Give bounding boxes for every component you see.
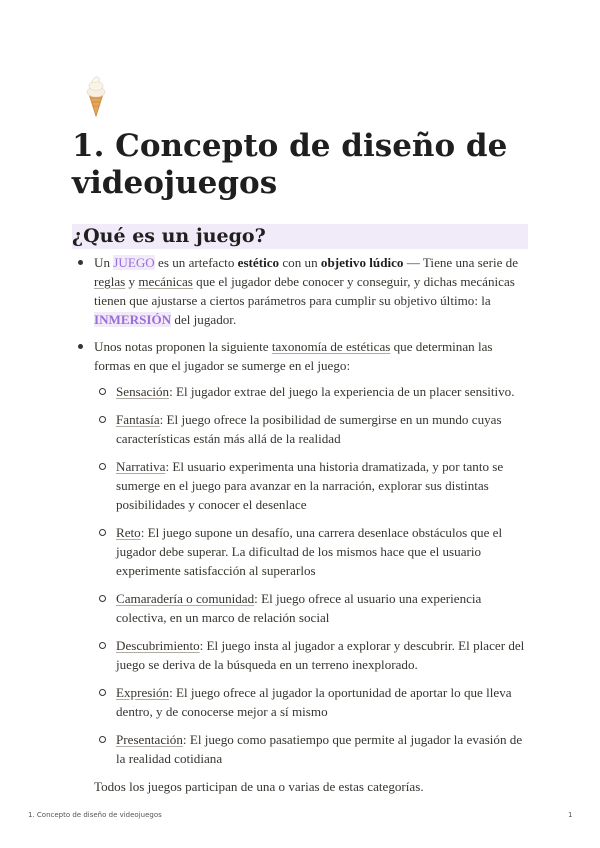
text-run: es un artefacto bbox=[154, 255, 238, 270]
aesthetic-desc: : El jugador extrae del juego la experiencia de un placer sensitivo. bbox=[169, 384, 515, 399]
text-run: del jugador. bbox=[171, 312, 237, 327]
page-title: 1. Concepto de diseño de videojuegos bbox=[72, 128, 508, 201]
text-run: que el jugador debe conocer y conseguir, y dichas mecánicas tienen que ajustarse a ciertos parámetros para cumplir su objetivo último: la bbox=[94, 274, 515, 308]
section-heading-block bbox=[72, 224, 528, 249]
aesthetic-item bbox=[94, 683, 528, 721]
text-run: con un bbox=[279, 255, 321, 270]
aesthetic-desc: : El juego ofrece al usuario una experiencia colectiva, en un marco de relación social bbox=[116, 591, 482, 625]
aesthetic-term-link[interactable]: Camaradería o comunidad bbox=[116, 591, 255, 606]
section-heading: ¿Qué es un juego? bbox=[72, 225, 266, 247]
aesthetic-item bbox=[94, 457, 528, 514]
aesthetic-desc: : El usuario experimenta una historia dramatizada, y por tanto se sumerge en el juego para avanzar en la narración, explorar sus distintas posibilidades y conocer el desenlace bbox=[116, 459, 504, 512]
aesthetic-desc: : El juego insta al jugador a explorar y descubrir. El placer del juego se deriva de la búsqueda en un terreno inexplorado. bbox=[116, 638, 525, 672]
aesthetic-term-link[interactable]: Presentación bbox=[116, 732, 183, 747]
aesthetic-item bbox=[94, 410, 528, 448]
bold-estetico: estético bbox=[237, 255, 280, 270]
aesthetic-item bbox=[94, 730, 528, 768]
highlight-inmersion: INMERSIÓN bbox=[94, 312, 172, 327]
aesthetic-item bbox=[94, 636, 528, 674]
link-mecanicas[interactable]: mecánicas bbox=[138, 274, 193, 289]
text-run: — Tiene una serie de bbox=[403, 255, 519, 270]
link-taxonomia[interactable]: taxonomía de estéticas bbox=[271, 339, 391, 354]
link-reglas[interactable]: reglas bbox=[94, 274, 126, 289]
text-run: que determinan las formas en que el jugador se sumerge en el juego: bbox=[94, 339, 493, 373]
aesthetic-item bbox=[94, 523, 528, 580]
aesthetic-term-link[interactable]: Descubrimiento bbox=[116, 638, 200, 653]
aesthetic-term-link[interactable]: Sensación bbox=[116, 384, 170, 399]
aesthetic-term-link[interactable]: Fantasía bbox=[116, 412, 160, 427]
main-bullet-list bbox=[72, 253, 528, 804]
aesthetic-term-link[interactable]: Expresión bbox=[116, 685, 170, 700]
aesthetic-desc: : El juego supone un desafío, una carrera desenlace obstáculos que el jugador debe superar. La dificultad de los mismos hace que el usuario experimente satisfacción al superarlos bbox=[116, 525, 503, 578]
list-item bbox=[72, 253, 528, 329]
text-run: Un bbox=[94, 255, 114, 270]
text-run: Unos notas proponen la siguiente bbox=[94, 339, 272, 354]
aesthetic-term-link[interactable]: Reto bbox=[116, 525, 141, 540]
aesthetic-item bbox=[94, 589, 528, 627]
aesthetic-desc: : El juego como pasatiempo que permite al jugador la evasión de la realidad cotidiana bbox=[116, 732, 523, 766]
aesthetic-item bbox=[94, 382, 528, 401]
highlight-juego: JUEGO bbox=[113, 255, 155, 270]
page-number: 1 bbox=[568, 811, 573, 819]
soft-serve-ice-cream-icon bbox=[81, 72, 111, 118]
text-run: y bbox=[125, 274, 139, 289]
aesthetic-term-link[interactable]: Narrativa bbox=[116, 459, 166, 474]
aesthetics-list bbox=[94, 382, 528, 768]
list-item bbox=[72, 337, 528, 796]
closing-paragraph: Todos los juegos participan de una o varias de estas categorías. bbox=[94, 779, 424, 794]
footer-title: 1. Concepto de diseño de videojuegos bbox=[28, 811, 162, 819]
aesthetic-desc: : El juego ofrece al jugador la oportunidad de aportar lo que lleva dentro, y de conocerse mejor a sí mismo bbox=[116, 685, 512, 719]
aesthetic-desc: : El juego ofrece la posibilidad de sumergirse en un mundo cuyas características están más allá de la realidad bbox=[116, 412, 502, 446]
bold-objetivo: objetivo lúdico bbox=[320, 255, 404, 270]
